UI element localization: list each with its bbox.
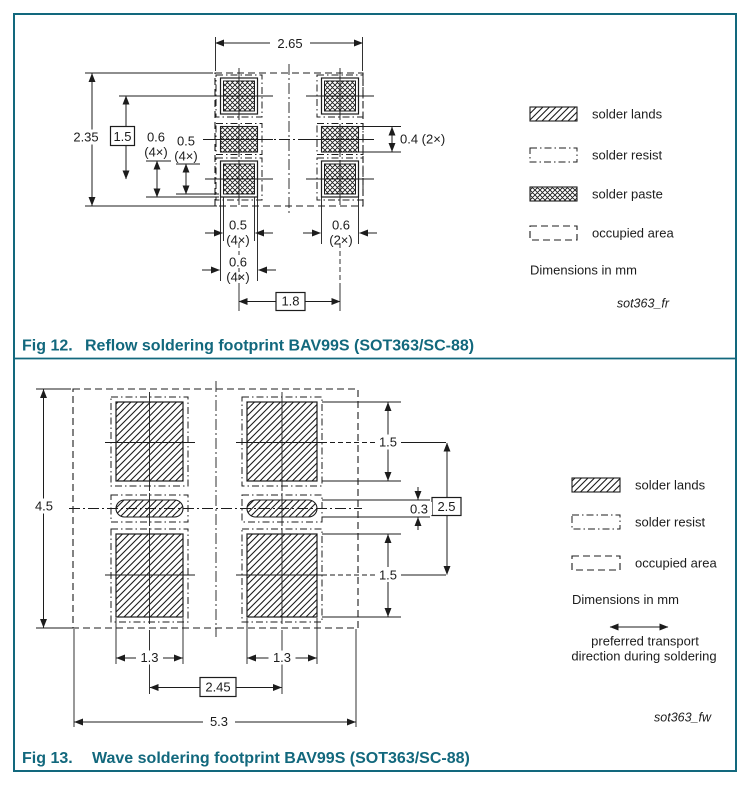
fig13-transport-note-line1: preferred transport bbox=[591, 633, 699, 649]
solder-lands-swatch bbox=[572, 478, 620, 492]
fig12-dim-land-height: 0.6 bbox=[146, 129, 166, 145]
fig13-legend bbox=[571, 478, 717, 725]
fig13-dimensions-note: Dimensions in mm bbox=[572, 592, 679, 607]
legend-label-solder-resist: solder resist bbox=[592, 147, 663, 163]
fig12-legend bbox=[530, 107, 674, 311]
fig13-caption bbox=[22, 750, 470, 767]
fig12-dim-paste-width-qty: (4×) bbox=[226, 232, 250, 248]
fig13-dim-overall-height: 4.5 bbox=[34, 498, 54, 514]
fig13-dim-mid-height: 0.3 bbox=[409, 501, 429, 517]
fig12-watermark: sot363_fr bbox=[616, 296, 669, 311]
fig12-dim-mid-height: 0.4 (2×) bbox=[400, 131, 446, 147]
fig13-caption-title: Wave soldering footprint BAV99S (SOT363/SC-88) bbox=[92, 750, 470, 767]
fig12-diagram bbox=[67, 36, 674, 312]
fig12-dim-land-width: 0.6 bbox=[228, 254, 248, 270]
solder-lands-swatch bbox=[530, 107, 577, 121]
fig13-dim-pad-height-bottom: 1.5 bbox=[378, 567, 398, 583]
fig12-dim-overall-height: 2.35 bbox=[73, 129, 99, 145]
legend-label-occupied-area: occupied area bbox=[635, 555, 717, 571]
legend-label-occupied-area: occupied area bbox=[592, 225, 674, 241]
fig13-dim-pad-width-left: 1.3 bbox=[140, 650, 159, 665]
fig13-dim-pad-width-right: 1.3 bbox=[272, 650, 292, 665]
fig13-dim-overall-width: 5.3 bbox=[209, 714, 229, 729]
occupied-area-swatch bbox=[530, 226, 577, 240]
fig12-dim-overall-width: 2.65 bbox=[277, 35, 303, 51]
solder-resist-swatch bbox=[572, 515, 620, 529]
fig13-dim-pad-height-top: 1.5 bbox=[378, 434, 398, 450]
fig12-dim-land-width-qty: (4×) bbox=[226, 269, 250, 285]
legend-label-solder-lands: solder lands bbox=[635, 477, 706, 493]
fig13-dim-row-span: 2.5 bbox=[437, 499, 456, 514]
fig13-watermark: sot363_fw bbox=[654, 710, 711, 725]
fig12-dimensions-note: Dimensions in mm bbox=[530, 262, 637, 278]
fig12-dim-paste-height-qty: (4×) bbox=[174, 148, 198, 164]
occupied-area-swatch bbox=[572, 556, 620, 570]
fig13-diagram bbox=[29, 381, 717, 729]
fig12-dim-paste-height: 0.5 bbox=[176, 133, 196, 149]
legend-label-solder-resist: solder resist bbox=[635, 514, 706, 530]
fig13-caption-label: Fig 13. bbox=[22, 750, 73, 767]
fig12-caption-title: Reflow soldering footprint BAV99S (SOT363/SC-88) bbox=[85, 337, 475, 355]
fig12-caption-label: Fig 12. bbox=[22, 337, 73, 355]
solder-resist-swatch bbox=[530, 148, 577, 162]
legend-label-solder-paste: solder paste bbox=[592, 186, 663, 202]
fig12-dim-col-pitch: 1.8 bbox=[281, 293, 300, 309]
fig13-dim-col-pitch: 2.45 bbox=[205, 679, 231, 695]
fig12-dim-mid-width-qty: (2×) bbox=[329, 232, 353, 248]
solder-paste-swatch bbox=[530, 187, 577, 201]
fig12-dim-mid-width: 0.6 bbox=[331, 217, 351, 233]
fig12-dim-row-pitch: 1.5 bbox=[113, 129, 132, 144]
fig13-transport-note-line2: direction during soldering bbox=[571, 648, 717, 664]
fig12-dim-paste-width: 0.5 bbox=[228, 217, 248, 233]
legend-label-solder-lands: solder lands bbox=[592, 106, 663, 122]
fig12-dim-land-height-qty: (4×) bbox=[144, 144, 168, 160]
fig12-caption bbox=[22, 338, 474, 355]
